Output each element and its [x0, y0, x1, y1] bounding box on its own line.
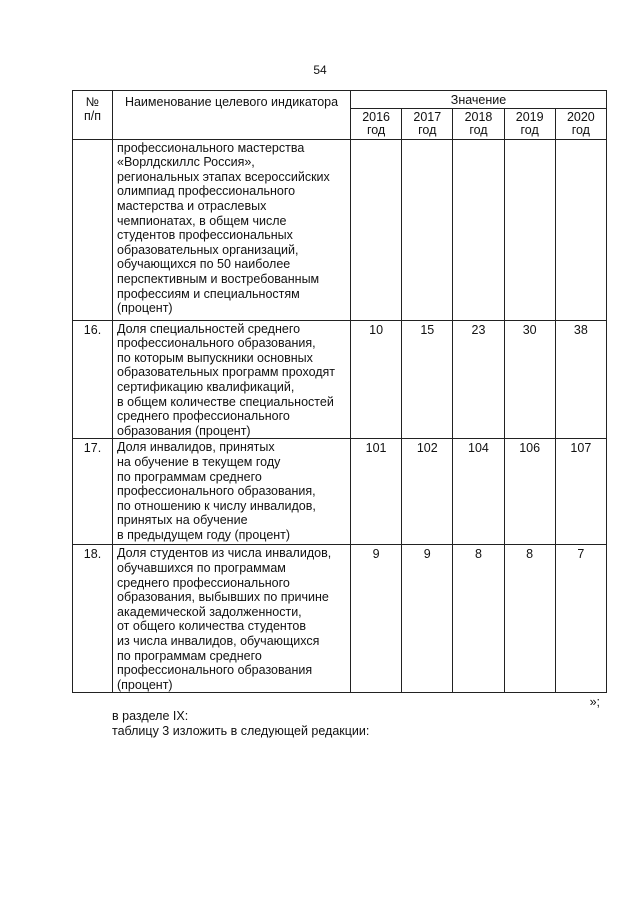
value-2019: 8	[504, 545, 555, 693]
header-indicator-name: Наименование целевого индикатора	[113, 91, 351, 140]
value-2020: 38	[555, 320, 606, 439]
value-2018	[453, 139, 504, 320]
value-2018: 23	[453, 320, 504, 439]
page-number: 54	[313, 63, 327, 77]
header-year-2016: 2016 год	[351, 108, 402, 139]
value-2017: 9	[402, 545, 453, 693]
value-2016	[351, 139, 402, 320]
header-value: Значение	[351, 91, 607, 109]
row-number: 18.	[73, 545, 113, 693]
table-row	[73, 439, 607, 545]
value-2016: 9	[351, 545, 402, 693]
row-number: 16.	[73, 320, 113, 439]
value-2018: 8	[453, 545, 504, 693]
header-year-2017: 2017 год	[402, 108, 453, 139]
header-year-2018: 2018 год	[453, 108, 504, 139]
closing-quote: »;	[589, 695, 600, 709]
indicator-name: профессионального мастерства «Ворлдскиллс Россия», региональных этапах всероссийских олимпиад профессионального мастерства и отраслевых чемпионатах, в общем числе студентов профессиональных образовательных организаций, обучающихся по 50 наиболее перспективным и востребованным профессиям и специальностям (процент)	[113, 139, 351, 320]
target-indicators-table	[72, 90, 607, 693]
value-2020	[555, 139, 606, 320]
value-2019	[504, 139, 555, 320]
table-header-row	[73, 91, 607, 109]
value-2020: 7	[555, 545, 606, 693]
table-row	[73, 139, 607, 320]
header-number-abbr: п/п	[83, 109, 101, 123]
indicator-name: Доля студентов из числа инвалидов, обучавшихся по программам среднего профессионального образования, выбывших по причине академической задолженности, от общего количества студентов из числа инвалидов, обучающихся по программам среднего профессионального образования (процент)	[113, 545, 351, 693]
header-year-2019: 2019 год	[504, 108, 555, 139]
table-row	[73, 320, 607, 439]
indicator-name: Доля инвалидов, принятых на обучение в текущем году по программам среднего профессионального образования, по отношению к числу инвалидов, принятых на обучение в предыдущем году (процент)	[113, 439, 351, 545]
value-2016: 101	[351, 439, 402, 545]
value-2019: 106	[504, 439, 555, 545]
table-row	[73, 545, 607, 693]
amendment-table-line: таблицу 3 изложить в следующей редакции:	[112, 724, 370, 738]
indicator-name: Доля специальностей среднего профессионального образования, по которым выпускники основных образовательных программ проходят сертификацию квалификаций, в общем количестве специальностей среднего профессионального образования (процент)	[113, 320, 351, 439]
value-2017	[402, 139, 453, 320]
value-2019: 30	[504, 320, 555, 439]
amendment-section-line: в разделе IX:	[112, 709, 189, 723]
value-2018: 104	[453, 439, 504, 545]
header-number-symbol: №	[85, 95, 100, 109]
row-number	[73, 139, 113, 320]
value-2017: 15	[402, 320, 453, 439]
value-2016: 10	[351, 320, 402, 439]
value-2017: 102	[402, 439, 453, 545]
value-2020: 107	[555, 439, 606, 545]
row-number: 17.	[73, 439, 113, 545]
header-year-2020: 2020 год	[555, 108, 606, 139]
header-number	[73, 91, 113, 140]
